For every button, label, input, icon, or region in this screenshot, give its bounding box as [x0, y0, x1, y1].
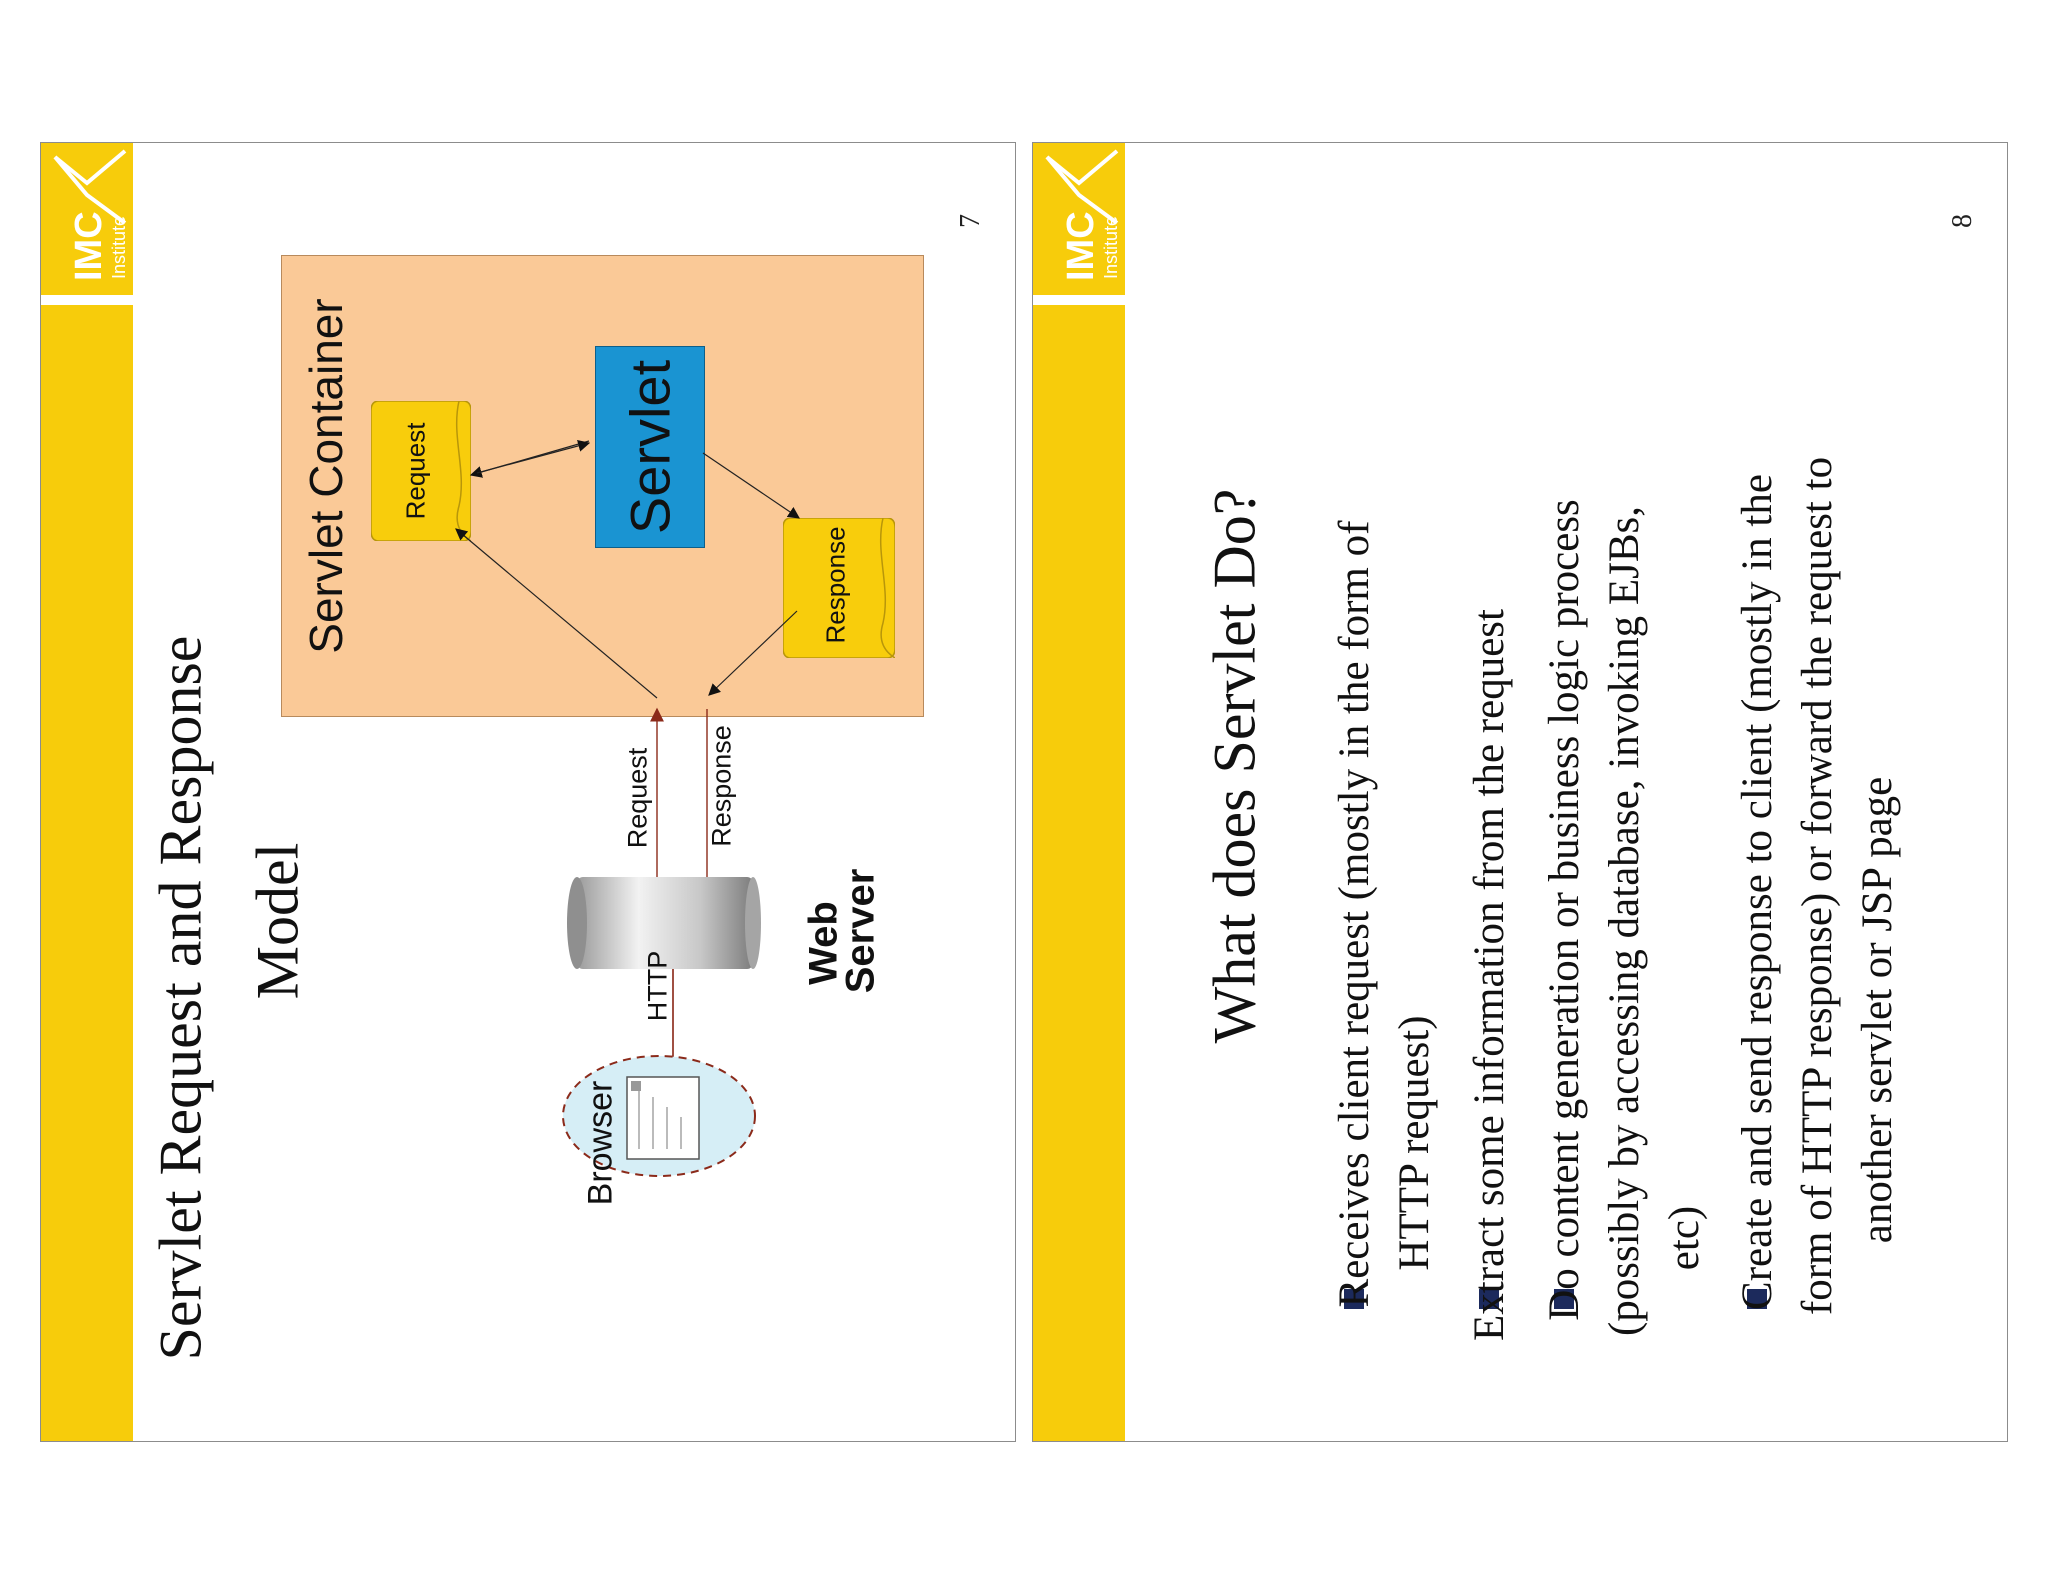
request-doc-label: Request [400, 422, 431, 520]
web-server-label-line1: Web [801, 901, 846, 985]
slide-8 [1032, 142, 2008, 1442]
bullet-4-line-3: another servlet or JSP page [1853, 776, 1901, 1244]
logo-sub: Institute [1101, 215, 1121, 279]
logo-brand: IMC [68, 211, 110, 281]
bullet-4-line-2: form of HTTP response) or forward the request to [1793, 456, 1841, 1316]
slide-title-line1: Servlet Request and Response [147, 635, 214, 1361]
page-number: 7 [955, 214, 986, 228]
bullet-3-line-2: (possibly by accessing database, invoking EJBs, [1600, 505, 1648, 1337]
logo-sub: Institute [109, 215, 129, 279]
http-label: HTTP [642, 950, 673, 1022]
bullet-2-line-1: Extract some information from the request [1465, 609, 1513, 1341]
response-doc-label: Response [820, 526, 851, 644]
bullet-4-line-1: Create and send response to client (mostly in the [1733, 474, 1781, 1310]
bullet-3-line-3: etc) [1660, 1205, 1708, 1271]
bullet-1-line-1: Receives client request (mostly in the form of [1330, 520, 1378, 1308]
request-arrow-label: Request [622, 747, 653, 849]
web-server-label-line2: Server [838, 868, 883, 994]
page-number: 8 [1947, 214, 1978, 228]
logo-brand: IMC [1060, 211, 1102, 281]
yellow-band [1033, 143, 1125, 1441]
browser-label: Browser [581, 1080, 620, 1206]
imc-institute-logo [1033, 143, 1125, 295]
bullet-1-line-2: HTTP request) [1390, 1015, 1438, 1271]
bullet-3-line-1: Do content generation or business logic process [1540, 499, 1588, 1321]
slide-title-line2: Model [244, 842, 311, 1000]
servlet-label: Servlet [618, 359, 682, 535]
slide-7 [40, 142, 1016, 1442]
slide-title: What does Servlet Do? [1201, 488, 1268, 1044]
response-arrow-label: Response [706, 725, 737, 847]
servlet-container-label: Servlet Container [300, 298, 352, 654]
container-arrows [41, 143, 1016, 1442]
band-separator [1033, 295, 1125, 305]
